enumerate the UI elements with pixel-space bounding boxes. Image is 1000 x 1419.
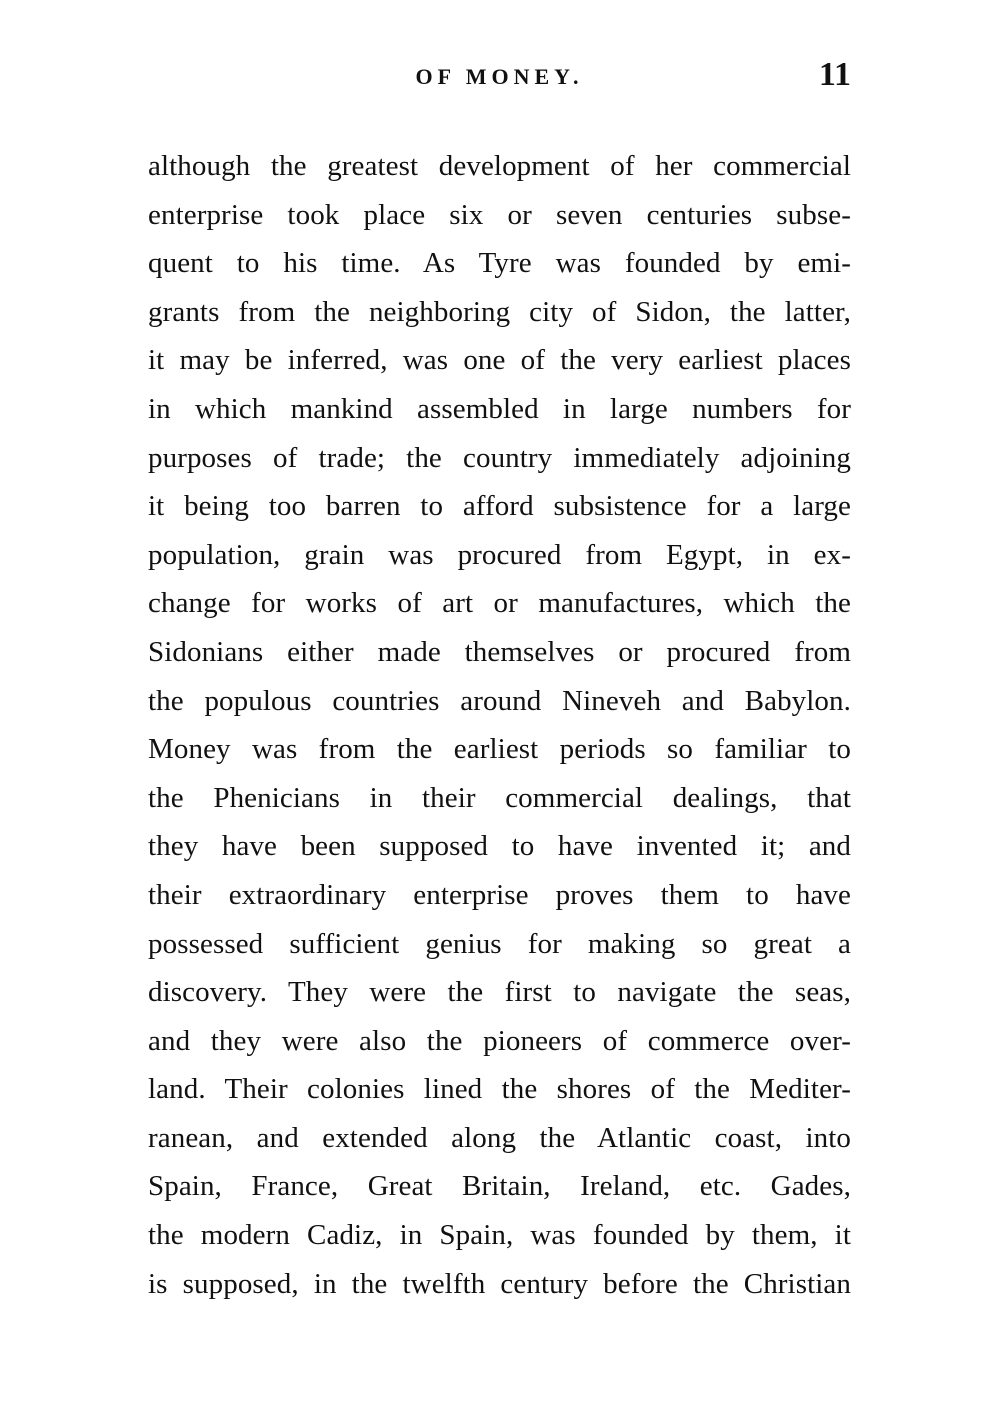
text-line-14: the Phenicians in their commercial dealings, that <box>148 781 851 814</box>
text-line-11: Sidonians either made themselves or procured from <box>148 635 851 668</box>
body-text <box>148 146 851 1312</box>
text-line-6: in which mankind assembled in large numbers for <box>148 392 851 425</box>
text-line-13: Money was from the earliest periods so familiar to <box>148 733 851 766</box>
text-line-20: land. Their colonies lined the shores of the Mediter- <box>148 1073 851 1106</box>
text-line-9: population, grain was procured from Egypt, in ex- <box>148 538 851 571</box>
text-line-22: Spain, France, Great Britain, Ireland, etc. Gades, <box>148 1170 851 1203</box>
text-line-17: possessed sufficient genius for making so great a <box>148 927 851 960</box>
text-line-16: their extraordinary enterprise proves them to have <box>148 878 851 911</box>
text-line-8: it being too barren to afford subsistence for a large <box>148 490 851 523</box>
text-line-5: it may be inferred, was one of the very earliest places <box>148 344 851 377</box>
text-line-15: they have been supposed to have invented it; and <box>148 830 851 863</box>
text-line-23: the modern Cadiz, in Spain, was founded by them, it <box>148 1219 851 1252</box>
text-line-21: ranean, and extended along the Atlantic coast, into <box>148 1121 851 1154</box>
text-line-10: change for works of art or manufactures, which the <box>148 587 851 620</box>
page-number: 11 <box>818 56 851 93</box>
running-title: OF MONEY. <box>415 64 584 89</box>
text-line-2: enterprise took place six or seven centuries subse- <box>148 198 851 231</box>
text-line-3: quent to his time. As Tyre was founded by emi- <box>148 247 851 280</box>
text-line-24: is supposed, in the twelfth century before the Christian <box>148 1267 851 1300</box>
text-line-1: although the greatest development of her commercial <box>148 150 851 182</box>
text-line-18: discovery. They were the first to navigate the seas, <box>148 976 851 1009</box>
running-head <box>148 56 851 106</box>
text-line-4: grants from the neighboring city of Sidon, the latter, <box>148 295 851 328</box>
text-line-19: and they were also the pioneers of commerce over- <box>148 1024 851 1057</box>
text-line-12: the populous countries around Nineveh and Babylon. <box>148 684 851 717</box>
text-line-7: purposes of trade; the country immediately adjoining <box>148 441 851 474</box>
